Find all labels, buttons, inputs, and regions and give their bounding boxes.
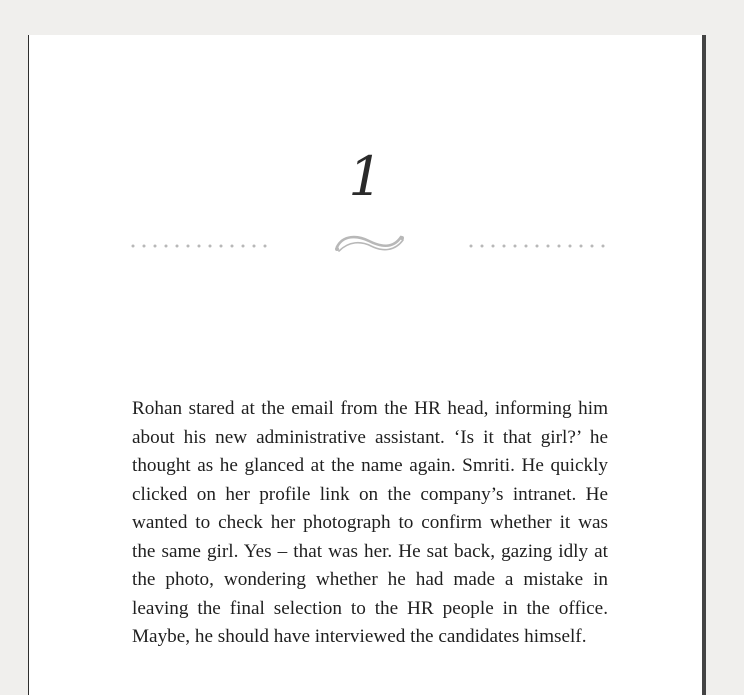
dotted-rule-right: [469, 244, 609, 248]
chapter-number: 1: [348, 145, 383, 208]
chapter-ornament: [131, 227, 609, 261]
flourish-icon: [333, 227, 407, 257]
chapter-body-paragraph: Rohan stared at the email from the HR head, informing him about his new administrative assistant. ‘Is it that girl?’ he thought as he glanced at the name again. Smriti. He quickly clicked on her profile link on the company’s intranet. He wanted to check her photograph to confirm whether it was the same girl. Yes – that was her. He sat back, gazing idly at the photo, wondering whether he had made a mistake in leaving the final selection to the HR people in the office. Maybe, he should have interviewed the candidates himself.: [132, 398, 608, 647]
book-page: [28, 35, 706, 695]
dotted-rule-left: [131, 244, 271, 248]
